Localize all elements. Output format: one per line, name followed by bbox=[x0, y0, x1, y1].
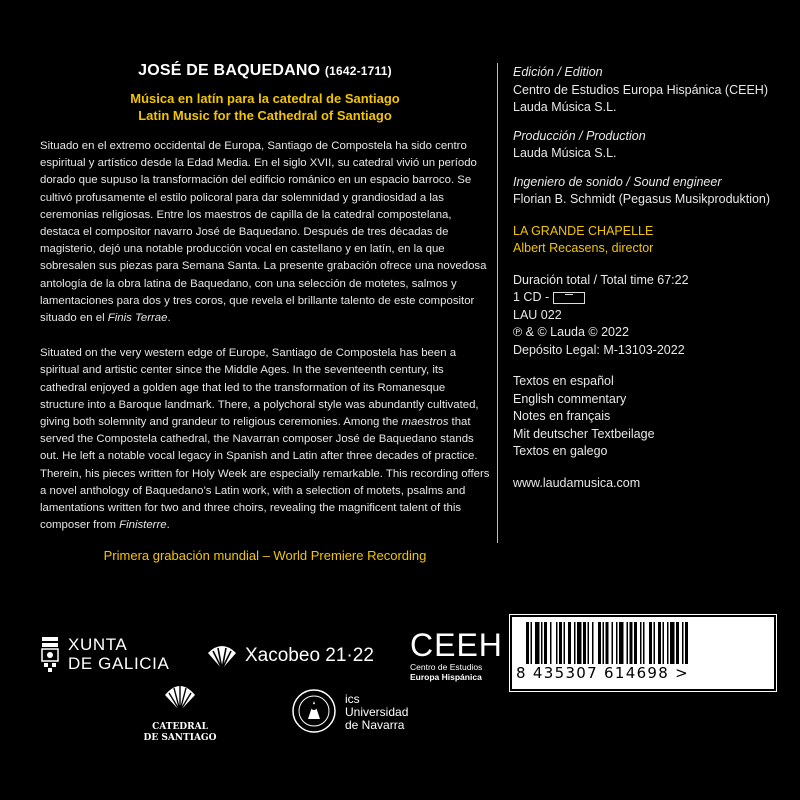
language-item: Mit deutscher Textbeilage bbox=[513, 426, 655, 441]
xacobeo-logo bbox=[205, 643, 374, 677]
column-divider bbox=[497, 63, 498, 543]
subtitle-en: Latin Music for the Cathedral of Santiago bbox=[138, 108, 392, 123]
ceeh-fullname bbox=[410, 662, 503, 682]
page-title bbox=[40, 62, 490, 80]
description-en-text-2: that served the Compostela cathedral, the Navarran composer José de Baquedano stands out. He left a notable vocal legacy in Spanish and Latin after three decades of practice. Therein, his pieces written for Holy Week are especially remarkable. This recording offers a novel anthology of Baquedano’s Latin work, with a selection of motets, psalms and lamentations written for two and three choirs, revealing the magnificent talent of this composer from bbox=[40, 416, 490, 532]
edition-line-1: Centro de Estudios Europa Hispánica (CEEH) bbox=[513, 82, 768, 97]
premiere-note: Primera grabación mundial – World Premiere Recording bbox=[103, 548, 427, 564]
cathedral-shell-icon bbox=[163, 683, 197, 713]
unav-text bbox=[345, 693, 408, 732]
engineer-line-1: Florian B. Schmidt (Pegasus Musikproduktion) bbox=[513, 192, 771, 206]
composer-years: (1642-1711) bbox=[324, 64, 392, 78]
xunta-line-1: XUNTA bbox=[68, 635, 128, 654]
catedral-logo bbox=[140, 683, 220, 744]
production-line-1: Lauda Música S.L. bbox=[513, 146, 617, 160]
edition-label: Edición / Edition bbox=[513, 65, 603, 79]
website-link[interactable]: www.laudamusica.com bbox=[513, 475, 641, 490]
ceeh-line-2: Europa Hispánica bbox=[410, 672, 482, 682]
xacobeo-text: Xacobeo 21·22 bbox=[245, 645, 374, 666]
cd-count bbox=[513, 289, 783, 307]
languages-block bbox=[513, 373, 783, 461]
ceeh-logo bbox=[410, 627, 503, 682]
description-es-italic: Finis Terrae bbox=[107, 312, 168, 325]
language-item: Textos en galego bbox=[513, 444, 608, 458]
ensemble-block bbox=[513, 223, 783, 258]
ensemble-name: LA GRANDE CHAPELLE bbox=[513, 223, 654, 238]
description-en bbox=[40, 345, 490, 534]
ceeh-acronym: CEEH bbox=[410, 627, 503, 663]
production-label: Producción / Production bbox=[513, 128, 646, 143]
subtitle-es: Música en latín para la catedral de Santiago bbox=[130, 91, 400, 106]
description bbox=[40, 138, 490, 534]
description-en-text-1: Situated on the very western edge of Europe, Santiago de Compostela has been a spiritual and artistic center since the Middle Ages. In the seventeenth century, its cathedral enjoyed a golden age that led to the transformation of its Romanesque structure into a Baroque landmark. There, a polychoral style was abundantly cultivated, giving both solemnity and grandeur to religious ceremonies. Among the bbox=[40, 347, 479, 429]
edition-line-2: Lauda Música S.L. bbox=[513, 100, 617, 114]
legal-deposit: Depósito Legal: M-13103-2022 bbox=[513, 342, 685, 357]
language-item: Textos en español bbox=[513, 374, 614, 388]
cd-icon bbox=[553, 292, 585, 304]
director-name bbox=[513, 240, 783, 258]
catalog-number: LAU 022 bbox=[513, 307, 562, 322]
ceeh-line-1: Centro de Estudios bbox=[410, 662, 483, 672]
catedral-text bbox=[140, 722, 220, 744]
production-block bbox=[513, 128, 783, 163]
language-item: Notes en français bbox=[513, 409, 611, 423]
unav-line-1: ics bbox=[345, 692, 360, 706]
description-en-italic-1: maestros bbox=[401, 416, 449, 429]
catedral-line-1: CATEDRAL bbox=[152, 722, 208, 732]
description-es-end: . bbox=[167, 312, 171, 325]
unav-line-3: de Navarra bbox=[345, 718, 405, 732]
catedral-line-2: DE SANTIAGO bbox=[143, 733, 217, 743]
main-column bbox=[40, 62, 490, 563]
copyright: ℗ & © Lauda © 2022 bbox=[513, 325, 629, 339]
edition-block bbox=[513, 64, 783, 117]
language-item: English commentary bbox=[513, 391, 627, 406]
description-en-italic-2: Finisterre bbox=[119, 519, 167, 532]
logos-area bbox=[0, 615, 800, 800]
composer-name: JOSÉ DE BAQUEDANO bbox=[138, 62, 321, 79]
description-en-end: . bbox=[166, 519, 170, 532]
description-es bbox=[40, 138, 490, 327]
university-seal-icon bbox=[290, 687, 338, 735]
unav-line-2: Universidad bbox=[345, 705, 409, 719]
cd-count-text: 1 CD - bbox=[513, 290, 550, 304]
xunta-line-2: DE GALICIA bbox=[68, 654, 170, 673]
barcode bbox=[510, 615, 776, 691]
engineer-label: Ingeniero de sonido / Sound engineer bbox=[513, 174, 722, 189]
scallop-shell-icon bbox=[205, 643, 239, 671]
barcode-bars-icon bbox=[518, 622, 766, 664]
barcode-digits: 8 435307 614698 > bbox=[516, 664, 690, 682]
xunta-shield-icon bbox=[40, 635, 60, 675]
description-es-text: Situado en el extremo occidental de Europa, Santiago de Compostela ha sido centro espiritual y artístico desde la Edad Media. En el siglo XVII, su catedral vivió un período dorado que supuso la transformación del edificio románico en un espacio barroco. Se cultivó profusamente el estilo policoral para dar solemnidad y grandiosidad a las ceremonias religiosas. Entre los maestros de capilla de la catedral compostelana, destaca el compositor navarro José de Baquedano. Después de tres décadas de magisterio, dejó una notable producción vocal en castellano y en latín, en la que sobresalen sus piezas para Semana Santa. La presente grabación ofrece una novedosa antología de la obra latina de Baquedano, con una selección de motetes, salmos y lamentaciones para dos y tres coros, que revela el brillante talento de este compositor situado en el bbox=[40, 140, 487, 325]
xunta-text bbox=[68, 635, 169, 673]
unav-logo bbox=[290, 687, 409, 740]
director-text: Albert Recasens, director bbox=[513, 241, 654, 255]
engineer-block bbox=[513, 174, 783, 209]
credits-column bbox=[513, 64, 783, 492]
release-block bbox=[513, 272, 783, 360]
duration: Duración total / Total time 67:22 bbox=[513, 272, 689, 287]
